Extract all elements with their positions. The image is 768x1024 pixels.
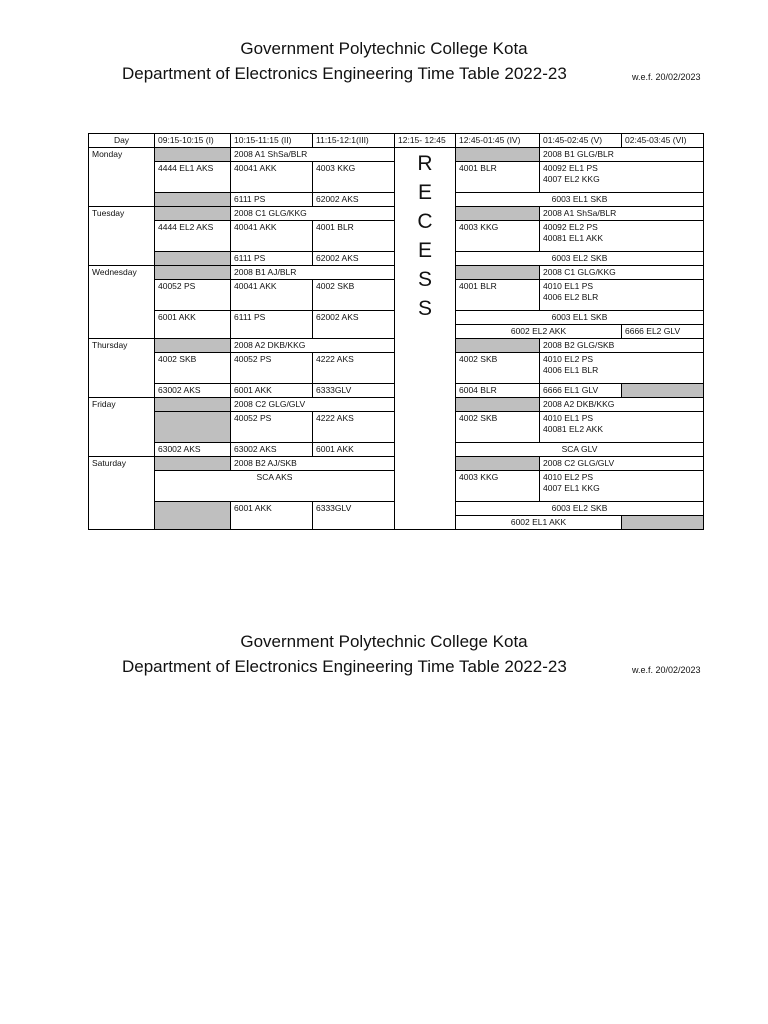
empty-cell [155, 148, 231, 162]
cell: 4444 EL2 AKS [155, 221, 231, 252]
cell: 4001 BLR [313, 221, 395, 252]
cell: 40041 AKK [231, 221, 313, 252]
cell-line: 40081 EL1 AKK [543, 233, 604, 243]
cell: 4002 SKB [456, 353, 540, 384]
empty-cell [622, 516, 704, 530]
cell-line: 4007 EL1 KKG [543, 483, 600, 493]
cell: 4003 KKG [456, 471, 540, 502]
recess-letter: E [417, 181, 432, 204]
cell: 40041 AKK [231, 162, 313, 193]
cell-lab: 2008 C1 GLG/KKG [540, 266, 704, 280]
department-title-repeat: Department of Electronics Engineering Time Table 2022-23 [122, 657, 567, 676]
cell: 4002 SKB [155, 353, 231, 384]
day-friday: Friday [89, 398, 155, 457]
empty-cell [155, 412, 231, 443]
cell: 4003 KKG [456, 221, 540, 252]
cell-line: 40092 EL1 PS [543, 163, 598, 173]
cell-lab: 6002 EL1 AKK [456, 516, 622, 530]
cell: 6001 AKK [231, 384, 313, 398]
cell-line: 4006 EL2 BLR [543, 292, 599, 302]
empty-cell [155, 193, 231, 207]
cell: 4001 BLR [456, 280, 540, 311]
cell: 40052 PS [231, 353, 313, 384]
table-row [89, 148, 704, 162]
empty-cell [155, 252, 231, 266]
cell-lab [540, 471, 704, 502]
cell-lab [540, 162, 704, 193]
recess-letter: E [417, 239, 432, 262]
cell-line: 4006 EL1 BLR [543, 365, 599, 375]
col-header-period-3: 11:15-12:1(III) [313, 134, 395, 148]
empty-cell [155, 457, 231, 471]
cell-lab: 2008 A1 ShSa/BLR [231, 148, 395, 162]
cell: 62002 AKS [313, 252, 395, 266]
cell-lab: 6003 EL1 SKB [456, 193, 704, 207]
col-header-period-6: 02:45-03:45 (VI) [622, 134, 704, 148]
cell: 4222 AKS [313, 412, 395, 443]
cell-lab [540, 280, 704, 311]
col-header-period-5: 01:45-02:45 (V) [540, 134, 622, 148]
cell-lab: 2008 B2 GLG/SKB [540, 339, 704, 353]
cell-line: 40081 EL2 AKK [543, 424, 604, 434]
cell-line: 4010 EL1 PS [543, 281, 594, 291]
empty-cell [155, 339, 231, 353]
cell-line: 40092 EL2 PS [543, 222, 598, 232]
cell-lab: 2008 C1 GLG/KKG [231, 207, 395, 221]
cell: 4001 BLR [456, 162, 540, 193]
cell: 6333GLV [313, 502, 395, 530]
cell: 63002 AKS [155, 443, 231, 457]
cell-lab: 2008 A2 DKB/KKG [231, 339, 395, 353]
day-saturday: Saturday [89, 457, 155, 530]
empty-cell [155, 502, 231, 530]
day-wednesday: Wednesday [89, 266, 155, 339]
department-title: Department of Electronics Engineering Time Table 2022-23 [122, 64, 567, 83]
cell-lab: 2008 C2 GLG/GLV [540, 457, 704, 471]
cell: 40052 PS [231, 412, 313, 443]
cell: 62002 AKS [313, 311, 395, 339]
cell: 4003 KKG [313, 162, 395, 193]
cell-line: 4007 EL2 KKG [543, 174, 600, 184]
cell-lab: 2008 B1 GLG/BLR [540, 148, 704, 162]
empty-cell [622, 384, 704, 398]
recess-letter: S [417, 297, 432, 320]
cell: 40041 AKK [231, 280, 313, 311]
cell: 40052 PS [155, 280, 231, 311]
recess-column [395, 148, 456, 530]
cell: 4222 AKS [313, 353, 395, 384]
cell: 6666 EL2 GLV [622, 325, 704, 339]
cell-lab: 6003 EL2 SKB [456, 252, 704, 266]
recess-letter: C [417, 210, 433, 233]
cell: 6666 EL1 GLV [540, 384, 622, 398]
college-title: Government Polytechnic College Kota [240, 39, 528, 58]
cell-lab: 2008 B2 AJ/SKB [231, 457, 395, 471]
cell-lab: 6003 EL2 SKB [456, 502, 704, 516]
cell-line: 4010 EL1 PS [543, 413, 594, 423]
cell-lab: 6003 EL1 SKB [456, 311, 704, 325]
header-row [89, 134, 704, 148]
col-header-recess-time: 12:15- 12:45 [395, 134, 456, 148]
cell-lab: 6002 EL2 AKK [456, 325, 622, 339]
col-header-period-4: 12:45-01:45 (IV) [456, 134, 540, 148]
col-header-day: Day [89, 134, 155, 148]
cell: 4002 SKB [456, 412, 540, 443]
cell-lab: 2008 C2 GLG/GLV [231, 398, 395, 412]
col-header-period-1: 09:15-10:15 (I) [155, 134, 231, 148]
recess-letter: S [417, 268, 432, 291]
cell: 6001 AKK [231, 502, 313, 530]
cell: 6111 PS [231, 252, 313, 266]
empty-cell [456, 207, 540, 221]
cell: 4444 EL1 AKS [155, 162, 231, 193]
cell-lab [540, 221, 704, 252]
cell-lab [540, 412, 704, 443]
empty-cell [456, 148, 540, 162]
cell: 6111 PS [231, 193, 313, 207]
empty-cell [456, 266, 540, 280]
col-header-period-2: 10:15-11:15 (II) [231, 134, 313, 148]
cell: 63002 AKS [231, 443, 313, 457]
empty-cell [456, 339, 540, 353]
timetable [88, 133, 704, 530]
cell: 63002 AKS [155, 384, 231, 398]
recess-letter: R [417, 152, 433, 175]
empty-cell [456, 398, 540, 412]
cell: 6111 PS [231, 311, 313, 339]
empty-cell [456, 457, 540, 471]
empty-cell [155, 266, 231, 280]
cell: 6001 AKK [155, 311, 231, 339]
cell-line: 4010 EL2 PS [543, 354, 594, 364]
day-monday: Monday [89, 148, 155, 207]
cell-lab [540, 353, 704, 384]
wef-date: w.e.f. 20/02/2023 [632, 72, 701, 82]
cell-lab: SCA GLV [456, 443, 704, 457]
wef-date-repeat: w.e.f. 20/02/2023 [632, 665, 701, 675]
cell-lab: 2008 A1 ShSa/BLR [540, 207, 704, 221]
cell-lab: SCA AKS [155, 471, 395, 502]
cell-line: 4010 EL2 PS [543, 472, 594, 482]
cell: 6333GLV [313, 384, 395, 398]
empty-cell [155, 398, 231, 412]
day-tuesday: Tuesday [89, 207, 155, 266]
cell-lab: 2008 B1 AJ/BLR [231, 266, 395, 280]
cell: 4002 SKB [313, 280, 395, 311]
college-title-repeat: Government Polytechnic College Kota [240, 632, 528, 651]
cell-lab: 2008 A2 DKB/KKG [540, 398, 704, 412]
cell: 6001 AKK [313, 443, 395, 457]
empty-cell [155, 207, 231, 221]
day-thursday: Thursday [89, 339, 155, 398]
cell: 62002 AKS [313, 193, 395, 207]
cell: 6004 BLR [456, 384, 540, 398]
